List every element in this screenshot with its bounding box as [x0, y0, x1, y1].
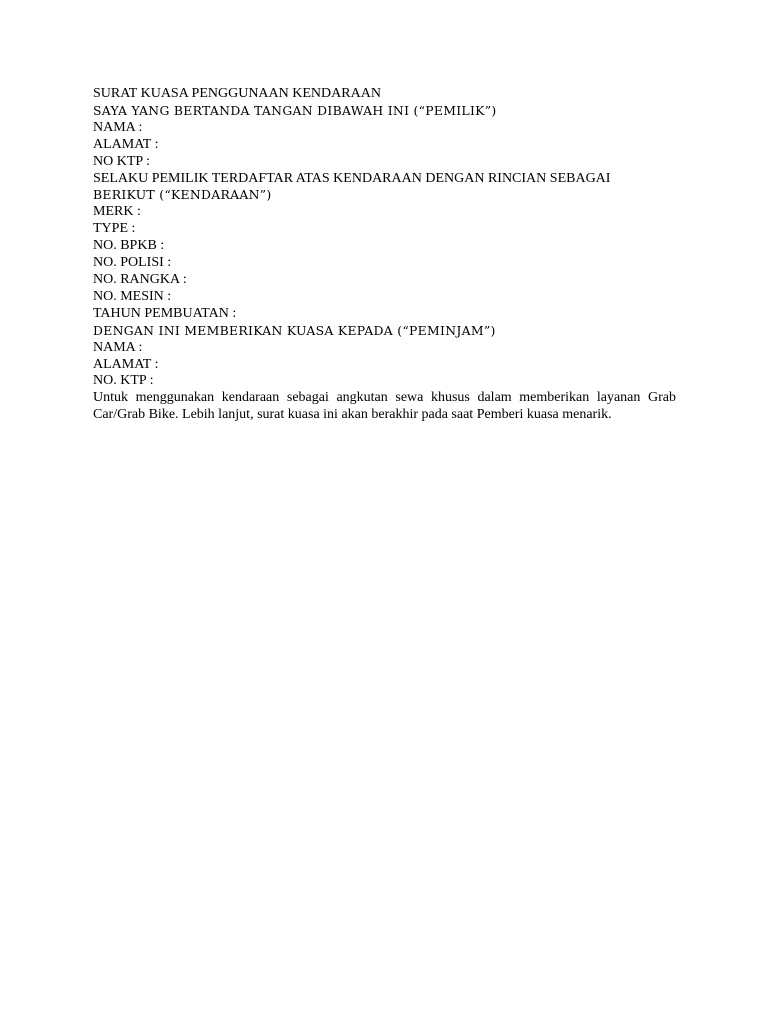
owner-intro: SAYA YANG BERTANDA TANGAN DIBAWAH INI (“PEMILIK”): [93, 102, 497, 118]
borrower-ktp-field: NO. KTP :: [93, 373, 154, 389]
owner-nama-field: NAMA :: [93, 119, 143, 135]
owner-ktp-field: NO KTP :: [93, 153, 151, 169]
borrower-alamat-field: ALAMAT :: [93, 356, 159, 372]
vehicle-intro-line-2: BERIKUT (“KENDARAAN”): [93, 187, 272, 203]
closing-paragraph: Untuk menggunakan kendaraan sebagai angkutan sewa khusus dalam memberikan layanan Grab Car/Grab Bike. Lebih lanjut, surat kuasa ini akan berakhir pada saat Pemberi kuasa menarik.: [93, 390, 676, 423]
vehicle-polisi-field: NO. POLISI :: [93, 255, 172, 271]
vehicle-bpkb-field: NO. BPKB :: [93, 238, 165, 254]
borrower-intro: DENGAN INI MEMBERIKAN KUASA KEPADA (“PEMINJAM”): [93, 322, 496, 338]
document-title: SURAT KUASA PENGGUNAAN KENDARAAN: [93, 86, 381, 101]
owner-alamat-field: ALAMAT :: [93, 136, 159, 152]
document-body: [93, 86, 676, 424]
vehicle-merk-field: MERK :: [93, 204, 141, 220]
vehicle-tahun-field: TAHUN PEMBUATAN :: [93, 305, 237, 321]
vehicle-mesin-field: NO. MESIN :: [93, 288, 172, 304]
borrower-nama-field: NAMA :: [93, 339, 143, 355]
vehicle-intro-line-1: SELAKU PEMILIK TERDAFTAR ATAS KENDARAAN DENGAN RINCIAN SEBAGAI: [93, 170, 611, 186]
vehicle-rangka-field: NO. RANGKA :: [93, 271, 187, 287]
vehicle-type-field: TYPE :: [93, 221, 136, 237]
